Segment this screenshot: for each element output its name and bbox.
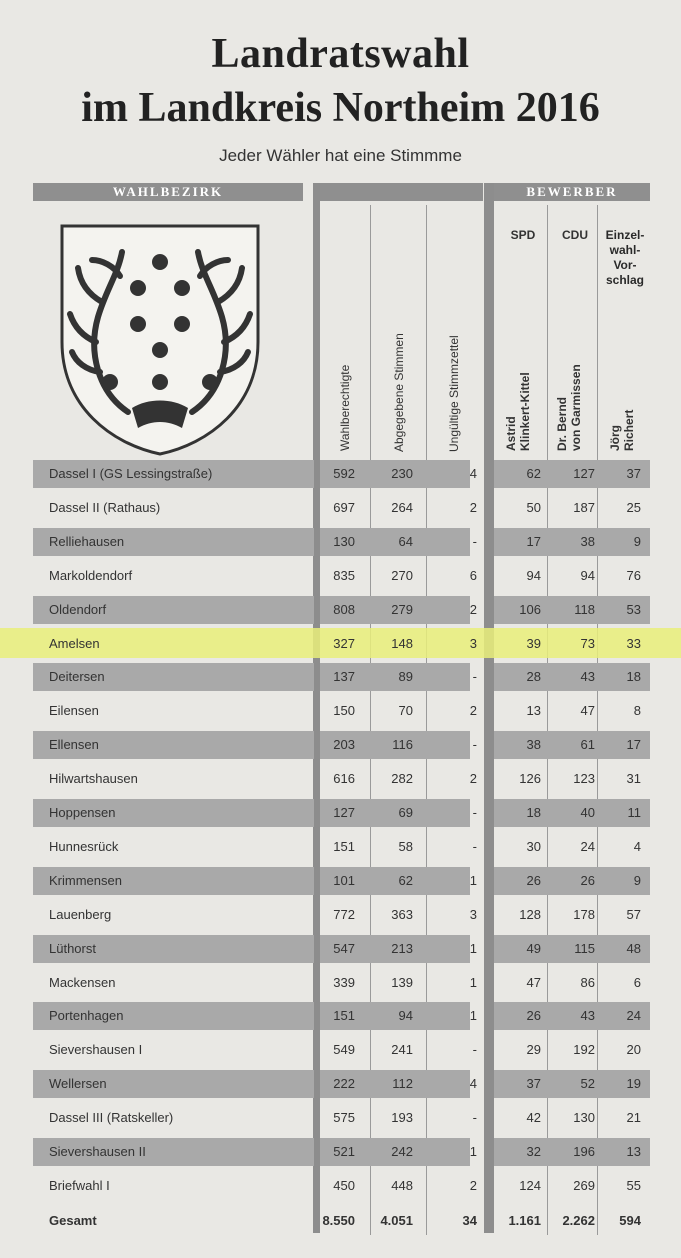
- cell-ab: 448: [391, 1177, 413, 1193]
- cell-ab: 241: [391, 1042, 413, 1058]
- district-name: Eilensen: [49, 703, 99, 719]
- party-spd: SPD: [510, 228, 536, 242]
- table-row: [33, 935, 650, 963]
- cell-ab: 213: [391, 940, 413, 956]
- table-row: [33, 1070, 650, 1098]
- cell-ind: 21: [626, 1110, 641, 1126]
- party-einzelwahlvorschlag: [600, 228, 650, 288]
- cell-wb: 137: [333, 669, 355, 685]
- district-name: Dassel I (GS Lessingstraße): [49, 466, 213, 481]
- district-name: Markoldendorf: [49, 567, 133, 583]
- cell-spd: 30: [526, 838, 541, 854]
- cell-cdu: 43: [580, 669, 595, 685]
- subtitle: Jeder Wähler hat eine Stimmme: [219, 146, 462, 165]
- cell-ind: 24: [626, 1008, 641, 1024]
- table-row: [33, 867, 650, 895]
- cell-cdu: 52: [580, 1076, 595, 1092]
- cell-ind: 594: [619, 1213, 641, 1228]
- district-name: Ellensen: [49, 737, 99, 753]
- table-row: [33, 562, 650, 590]
- cell-ab: 112: [392, 1076, 413, 1092]
- district-name: Dassel II (Rathaus): [49, 499, 161, 515]
- einzel-line: schlag: [605, 273, 644, 287]
- cell-ab: 62: [398, 872, 413, 888]
- title-line-1: Landratswahl: [211, 31, 470, 77]
- cell-wb: 339: [333, 974, 355, 990]
- cell-ind: 48: [626, 940, 641, 956]
- cell-ind: 76: [626, 567, 641, 583]
- cell-cdu: 40: [580, 805, 595, 820]
- district-name: Hoppensen: [49, 805, 116, 820]
- cell-ab: 279: [391, 601, 413, 617]
- table-row: [33, 731, 650, 759]
- cell-wb: 808: [333, 601, 355, 617]
- cell-spd: 1.161: [508, 1213, 541, 1228]
- cell-ab: 363: [391, 906, 413, 922]
- cell-wb: 127: [333, 805, 355, 820]
- cell-ind: 4: [633, 838, 641, 854]
- table-row: [33, 799, 650, 827]
- cell-cdu: 26: [580, 872, 595, 888]
- cell-cdu: 130: [573, 1110, 595, 1126]
- district-name: Hunnesrück: [49, 838, 119, 854]
- cell-ug: 3: [469, 635, 477, 651]
- cell-wb: 150: [333, 703, 355, 719]
- district-name: Gesamt: [49, 1213, 97, 1228]
- column-header-wahlberechtigte: Wahlberechtigte: [338, 364, 352, 451]
- cell-cdu: 73: [580, 635, 595, 651]
- cell-ug: 3: [469, 906, 477, 922]
- district-name: Portenhagen: [49, 1008, 124, 1024]
- cell-ind: 53: [626, 601, 641, 617]
- cell-cdu: 118: [574, 601, 595, 617]
- cell-ind: 6: [633, 974, 641, 990]
- cell-ug: 34: [462, 1213, 477, 1228]
- cell-spd: 50: [526, 499, 541, 515]
- cell-wb: 521: [333, 1144, 355, 1159]
- table-row: [33, 969, 650, 997]
- cell-ug: 4: [469, 1076, 477, 1092]
- cell-cdu: 115: [574, 940, 595, 956]
- table-row: [33, 765, 650, 793]
- cell-cdu: 38: [580, 533, 595, 549]
- cell-wb: 151: [333, 1008, 355, 1024]
- cell-wb: 547: [333, 940, 355, 956]
- cell-wb: 697: [333, 499, 355, 515]
- cell-wb: 575: [333, 1110, 355, 1126]
- cell-ab: 116: [392, 737, 413, 753]
- table-row: [33, 833, 650, 861]
- district-name: Hilwartshausen: [49, 771, 138, 787]
- cell-ug: -: [472, 805, 477, 820]
- cell-wb: 130: [333, 533, 355, 549]
- header-bewerber: BEWERBER: [494, 183, 650, 201]
- table-row: [33, 1172, 650, 1200]
- cell-spd: 94: [526, 567, 541, 583]
- cell-ind: 17: [626, 737, 641, 753]
- cell-ug: 2: [469, 1177, 477, 1193]
- cell-spd: 17: [526, 533, 541, 549]
- cell-ind: 20: [626, 1042, 641, 1058]
- einzel-line: Vor-: [613, 258, 637, 272]
- cell-ug: -: [472, 1110, 477, 1126]
- cell-spd: 28: [526, 669, 541, 685]
- header-mid-bar: [320, 183, 483, 201]
- cell-spd: 29: [526, 1042, 541, 1058]
- cell-ab: 282: [391, 771, 413, 787]
- cell-ind: 9: [633, 872, 641, 888]
- cell-ab: 193: [391, 1110, 413, 1126]
- cell-spd: 32: [526, 1144, 541, 1159]
- candidate-first: Jörg: [608, 424, 622, 451]
- einzel-line: wahl-: [609, 243, 641, 257]
- cell-spd: 38: [526, 737, 541, 753]
- cell-ind: 37: [626, 466, 641, 481]
- table-row: [33, 596, 650, 624]
- cell-cdu: 86: [580, 974, 595, 990]
- cell-ind: 25: [626, 499, 641, 515]
- cell-ind: 31: [626, 771, 641, 787]
- cell-wb: 549: [333, 1042, 355, 1058]
- cell-ug: 2: [469, 499, 477, 515]
- cell-cdu: 47: [580, 703, 595, 719]
- district-name: Sievershausen I: [49, 1042, 143, 1058]
- cell-spd: 106: [519, 601, 541, 617]
- cell-spd: 26: [526, 1008, 541, 1024]
- cell-spd: 42: [526, 1110, 541, 1126]
- cell-spd: 13: [526, 703, 541, 719]
- cell-cdu: 196: [573, 1144, 595, 1159]
- cell-ind: 11: [627, 805, 641, 820]
- cell-cdu: 178: [573, 906, 595, 922]
- table-row: [33, 528, 650, 556]
- cell-ug: 2: [469, 771, 477, 787]
- cell-ug: 2: [469, 601, 477, 617]
- cell-ind: 57: [626, 906, 641, 922]
- cell-wb: 222: [333, 1076, 355, 1092]
- table-row: [33, 630, 650, 658]
- cell-ind: 18: [626, 669, 641, 685]
- table-row: [33, 697, 650, 725]
- cell-cdu: 187: [573, 499, 595, 515]
- cell-ind: 33: [626, 635, 641, 651]
- cell-cdu: 123: [573, 771, 595, 787]
- district-name: Deitersen: [49, 669, 105, 685]
- table-row: [33, 1036, 650, 1064]
- candidate-independent: [608, 395, 636, 451]
- coat-of-arms-icon: [58, 222, 262, 458]
- cell-spd: 126: [519, 771, 541, 787]
- cell-ug: 1: [469, 974, 477, 990]
- cell-ab: 89: [398, 669, 413, 685]
- cell-wb: 835: [333, 567, 355, 583]
- cell-spd: 37: [526, 1076, 541, 1092]
- cell-cdu: 2.262: [562, 1213, 595, 1228]
- cell-ug: 4: [469, 466, 477, 481]
- table-row: [33, 460, 650, 488]
- cell-cdu: 94: [580, 567, 595, 583]
- cell-wb: 616: [333, 771, 355, 787]
- cell-spd: 49: [526, 940, 541, 956]
- candidate-last: Klinkert-Kittel: [518, 372, 532, 451]
- district-name: Relliehausen: [49, 533, 125, 549]
- district-name: Dassel III (Ratskeller): [49, 1110, 174, 1126]
- candidate-spd: [504, 355, 532, 451]
- cell-cdu: 24: [580, 838, 595, 854]
- cell-ab: 94: [398, 1008, 413, 1024]
- cell-wb: 772: [333, 906, 355, 922]
- cell-wb: 203: [333, 737, 355, 753]
- cell-ug: -: [472, 533, 477, 549]
- cell-spd: 62: [526, 466, 541, 481]
- cell-spd: 124: [519, 1177, 541, 1193]
- header-wahlbezirk: WAHLBEZIRK: [33, 183, 303, 201]
- candidate-first: Astrid: [504, 416, 518, 451]
- cell-ab: 69: [398, 805, 413, 820]
- cell-cdu: 43: [580, 1008, 595, 1024]
- cell-ab: 230: [391, 466, 413, 481]
- title-line-2: im Landkreis Northeim 2016: [81, 85, 600, 131]
- cell-ind: 9: [633, 533, 641, 549]
- cell-ug: 1: [469, 1144, 477, 1159]
- candidate-last: von Garmissen: [569, 364, 583, 451]
- cell-spd: 128: [519, 906, 541, 922]
- cell-ug: -: [472, 737, 477, 753]
- cell-wb: 592: [333, 466, 355, 481]
- table-row: [33, 901, 650, 929]
- cell-spd: 47: [526, 974, 541, 990]
- cell-ind: 13: [626, 1144, 641, 1159]
- cell-spd: 18: [526, 805, 541, 820]
- column-header-abgegebene: Abgegebene Stimmen: [392, 333, 406, 452]
- district-name: Briefwahl I: [49, 1177, 110, 1193]
- cell-ab: 264: [391, 499, 413, 515]
- cell-wb: 101: [333, 872, 355, 888]
- district-name: Mackensen: [49, 974, 116, 990]
- cell-spd: 39: [526, 635, 541, 651]
- cell-ab: 70: [398, 703, 413, 719]
- cell-spd: 26: [526, 872, 541, 888]
- table-row: [33, 663, 650, 691]
- einzel-line: Einzel-: [605, 228, 645, 242]
- table-row: [33, 494, 650, 522]
- cell-ug: 1: [469, 940, 477, 956]
- cell-ab: 58: [398, 838, 413, 854]
- cell-ind: 8: [633, 703, 641, 719]
- table-row: [33, 1002, 650, 1030]
- cell-ab: 242: [391, 1144, 413, 1159]
- district-name: Oldendorf: [49, 601, 107, 617]
- table-row: [33, 1138, 650, 1166]
- table-row: [33, 1207, 650, 1235]
- cell-cdu: 192: [573, 1042, 595, 1058]
- cell-ind: 55: [626, 1177, 641, 1193]
- district-name: Wellersen: [49, 1076, 107, 1092]
- cell-ug: 1: [469, 1008, 477, 1024]
- district-name: Amelsen: [49, 635, 100, 651]
- cell-ab: 148: [391, 635, 413, 651]
- cell-ind: 19: [626, 1076, 641, 1092]
- district-name: Krimmensen: [49, 872, 122, 888]
- cell-ab: 139: [391, 974, 413, 990]
- cell-ab: 4.051: [380, 1213, 413, 1228]
- candidate-cdu: [555, 355, 583, 451]
- cell-wb: 8.550: [322, 1213, 355, 1228]
- column-header-ungueltige: Ungültige Stimmzettel: [447, 335, 461, 452]
- cell-cdu: 269: [573, 1177, 595, 1193]
- cell-ab: 64: [398, 533, 413, 549]
- cell-ug: 2: [469, 703, 477, 719]
- cell-cdu: 61: [580, 737, 595, 753]
- candidate-first: Dr. Bernd: [555, 396, 569, 451]
- cell-ug: 1: [469, 872, 477, 888]
- cell-ug: -: [472, 1042, 477, 1058]
- candidate-last: Richert: [622, 409, 636, 451]
- district-name: Lüthorst: [49, 940, 96, 956]
- table-row: [33, 1104, 650, 1132]
- cell-ug: 6: [469, 567, 477, 583]
- cell-ug: -: [472, 669, 477, 685]
- cell-wb: 450: [333, 1177, 355, 1193]
- cell-wb: 151: [333, 838, 355, 854]
- cell-wb: 327: [333, 635, 355, 651]
- cell-cdu: 127: [573, 466, 595, 481]
- cell-ug: -: [472, 838, 477, 854]
- district-name: Sievershausen II: [49, 1144, 146, 1159]
- district-name: Lauenberg: [49, 906, 112, 922]
- cell-ab: 270: [391, 567, 413, 583]
- party-cdu: CDU: [562, 228, 588, 242]
